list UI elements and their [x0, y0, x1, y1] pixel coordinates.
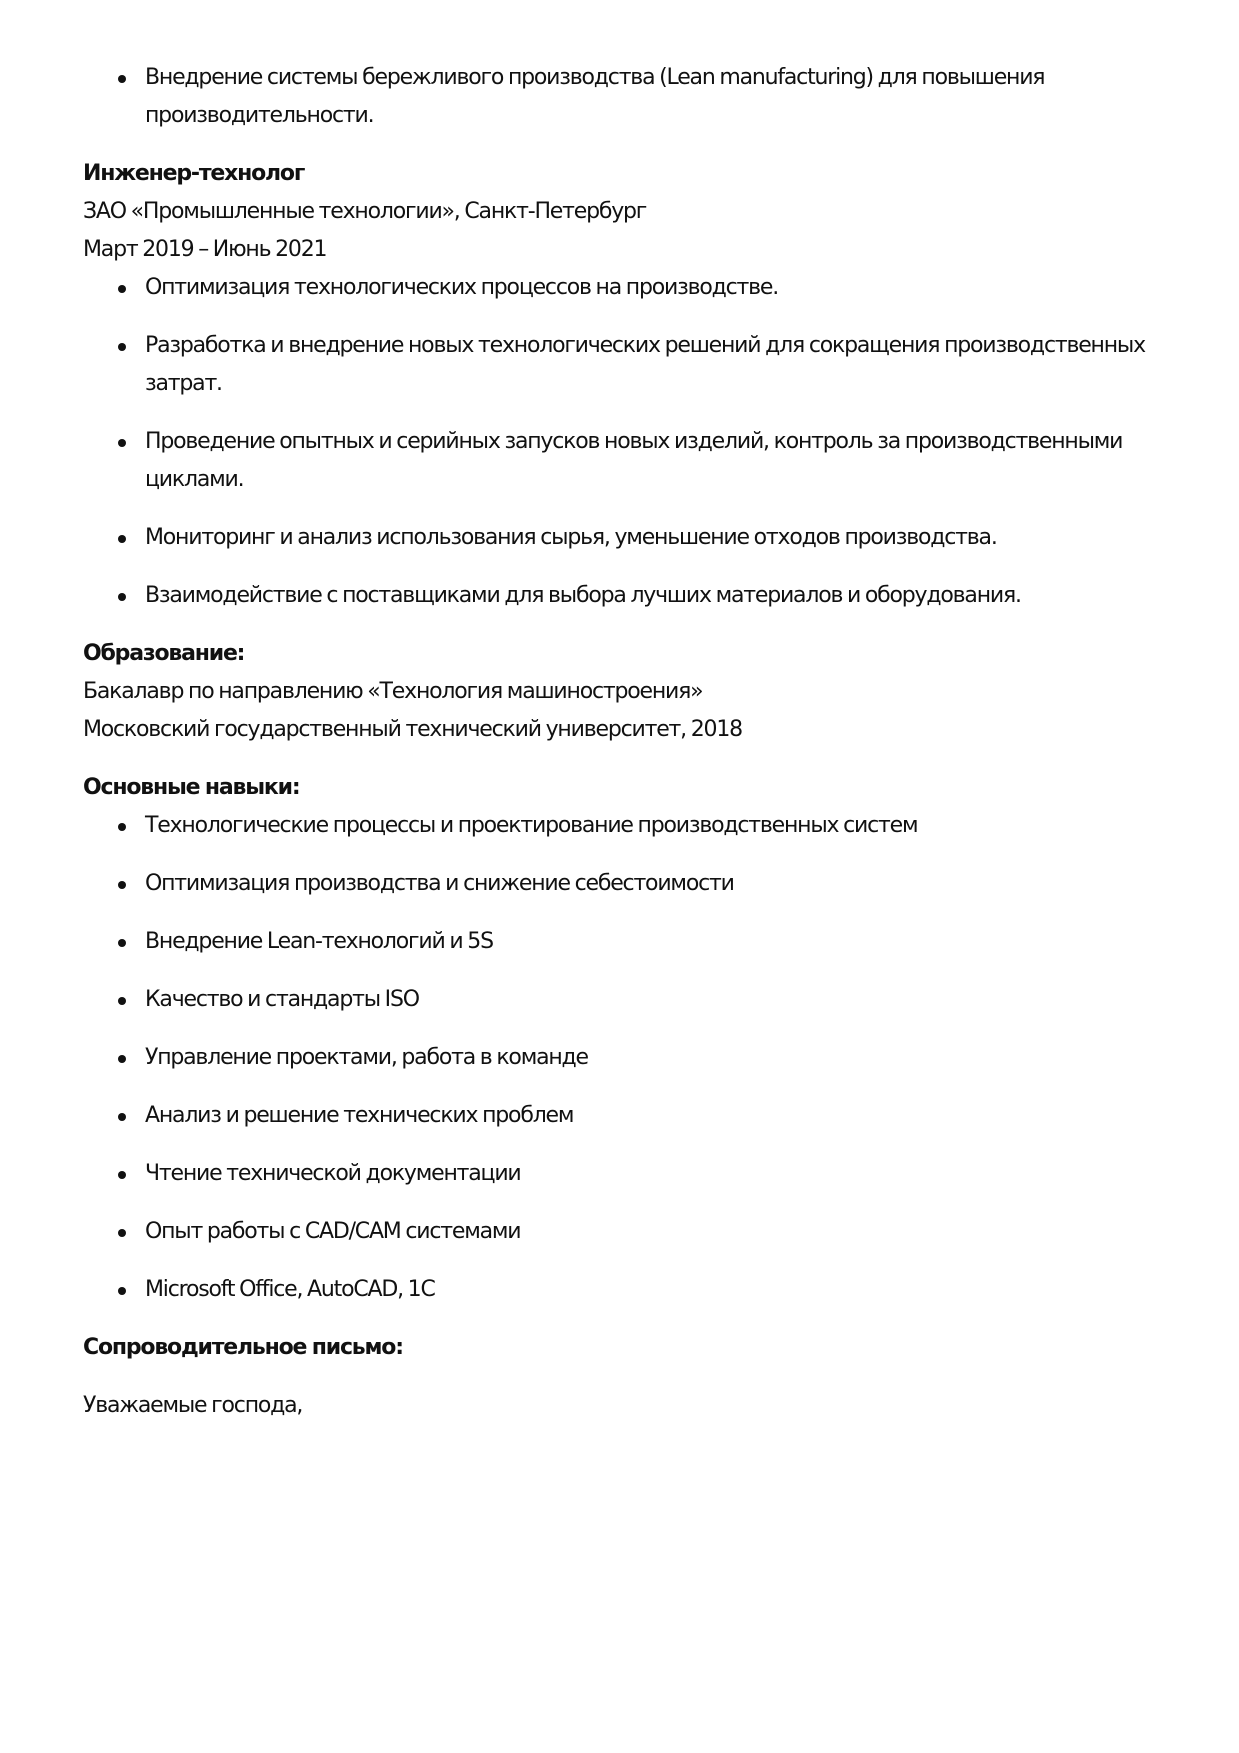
- list-item: [83, 807, 1193, 845]
- bullet-text: Мониторинг и анализ использования сырья, уменьшение отходов производства.: [145, 525, 997, 550]
- list-item: [83, 1097, 1193, 1135]
- bullet-icon: [118, 285, 126, 293]
- list-item: [83, 269, 1193, 307]
- job-company: ЗАО «Промышленные технологии», Санкт-Петербург: [83, 199, 647, 224]
- cover-letter-heading: Сопроводительное письмо:: [83, 1335, 403, 1360]
- list-item: [83, 59, 1193, 135]
- bullet-icon: [118, 75, 126, 83]
- bullet-icon: [118, 535, 126, 543]
- list-item: [83, 923, 1193, 961]
- education-university: Московский государственный технический университет, 2018: [83, 717, 742, 742]
- skill-text: Управление проектами, работа в команде: [145, 1045, 588, 1070]
- list-item: [83, 1039, 1193, 1077]
- bullet-text: Оптимизация технологических процессов на производстве.: [145, 275, 779, 300]
- bullet-icon: [118, 997, 126, 1005]
- bullet-text: Взаимодействие с поставщиками для выбора лучших материалов и оборудования.: [145, 583, 1021, 608]
- skills-heading: Основные навыки:: [83, 775, 300, 800]
- skill-text: Microsoft Office, AutoCAD, 1С: [145, 1277, 435, 1302]
- bullet-icon: [118, 823, 126, 831]
- list-item: [83, 423, 1145, 499]
- skill-text: Качество и стандарты ISO: [145, 987, 419, 1012]
- bullet-icon: [118, 343, 126, 351]
- bullet-icon: [118, 593, 126, 601]
- list-item: [83, 1271, 1193, 1309]
- bullet-icon: [118, 1113, 126, 1121]
- education-heading: Образование:: [83, 641, 245, 666]
- cover-letter-greeting: Уважаемые господа,: [83, 1393, 303, 1418]
- education-degree: Бакалавр по направлению «Технология машиностроения»: [83, 679, 703, 704]
- bullet-text: Внедрение системы бережливого производства (Lean manufacturing) для повышения производительности.: [145, 65, 1045, 128]
- job-period: Март 2019 – Июнь 2021: [83, 237, 327, 262]
- bullet-icon: [118, 1055, 126, 1063]
- skill-text: Оптимизация производства и снижение себестоимости: [145, 871, 734, 896]
- job-title: Инженер-технолог: [83, 161, 305, 186]
- list-item: [83, 577, 1193, 615]
- bullet-icon: [118, 939, 126, 947]
- bullet-icon: [118, 1171, 126, 1179]
- list-item: [83, 519, 1193, 557]
- skill-text: Опыт работы с CAD/CAM системами: [145, 1219, 521, 1244]
- bullet-icon: [118, 439, 126, 447]
- resume-page: [83, 0, 1193, 1425]
- skill-text: Чтение технической документации: [145, 1161, 521, 1186]
- bullet-text: Разработка и внедрение новых технологических решений для сокращения производственных затрат.: [145, 333, 1145, 396]
- list-item: [83, 1155, 1193, 1193]
- skills-list: [83, 807, 1193, 1309]
- skill-text: Анализ и решение технических проблем: [145, 1103, 574, 1128]
- bullet-icon: [118, 881, 126, 889]
- skill-text: Внедрение Lean-технологий и 5S: [145, 929, 493, 954]
- bullet-icon: [118, 1287, 126, 1295]
- previous-job-bullets: [83, 59, 1193, 135]
- list-item: [83, 1213, 1193, 1251]
- list-item: [83, 865, 1193, 903]
- list-item: [83, 327, 1145, 403]
- bullet-text: Проведение опытных и серийных запусков новых изделий, контроль за производственными циклами.: [145, 429, 1123, 492]
- job-bullets: [83, 269, 1193, 615]
- list-item: [83, 981, 1193, 1019]
- bullet-icon: [118, 1229, 126, 1237]
- skill-text: Технологические процессы и проектирование производственных систем: [145, 813, 918, 838]
